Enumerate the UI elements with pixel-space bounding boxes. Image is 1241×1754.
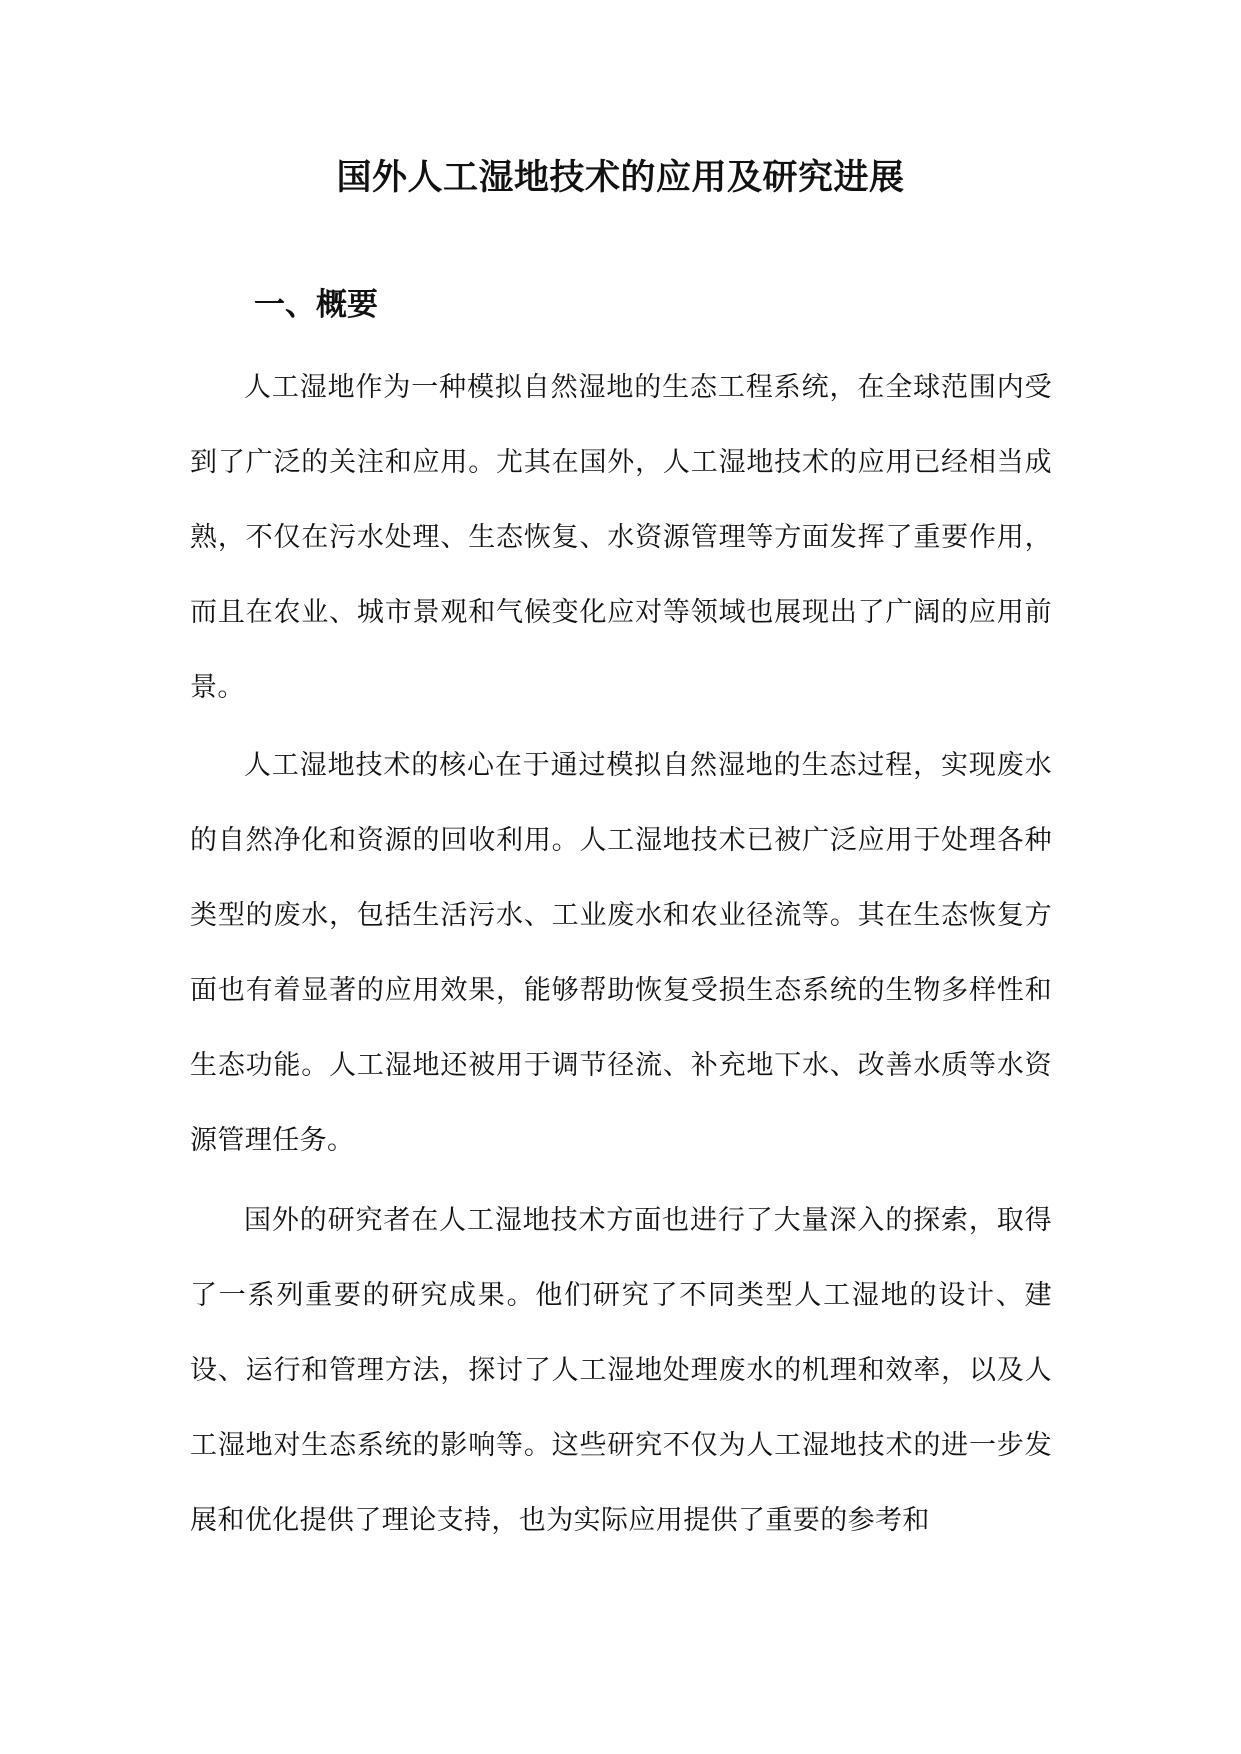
paragraph-2: 人工湿地技术的核心在于通过模拟自然湿地的生态过程，实现废水的自然净化和资源的回收利用。人工湿地技术已被广泛应用于处理各种类型的废水，包括生活污水、工业废水和农业径流等。其在生态恢复方面也有着显著的应用效果，能够帮助恢复受损生态系统的生物多样性和生态功能。人工湿地还被用于调节径流、补充地下水、改善水质等水资源管理任务。 — [190, 750, 1052, 1156]
document-title: 国外人工湿地技术的应用及研究进展 — [336, 158, 905, 198]
paragraph-3: 国外的研究者在人工湿地技术方面也进行了大量深入的探索，取得了一系列重要的研究成果。他们研究了不同类型人工湿地的设计、建设、运行和管理方法，探讨了人工湿地处理废水的机理和效率，以及人工湿地对生态系统的影响等。这些研究不仅为人工湿地技术的进一步发展和优化提供了理论支持，也为实际应用提供了重要的参考和 — [190, 1205, 1052, 1536]
paragraph-1: 人工湿地作为一种模拟自然湿地的生态工程系统，在全球范围内受到了广泛的关注和应用。尤其在国外，人工湿地技术的应用已经相当成熟，不仅在污水处理、生态恢复、水资源管理等方面发挥了重要作用，而且在农业、城市景观和气候变化应对等领域也展现出了广阔的应用前景。 — [190, 372, 1052, 703]
section-heading: 一、概要 — [254, 287, 378, 323]
